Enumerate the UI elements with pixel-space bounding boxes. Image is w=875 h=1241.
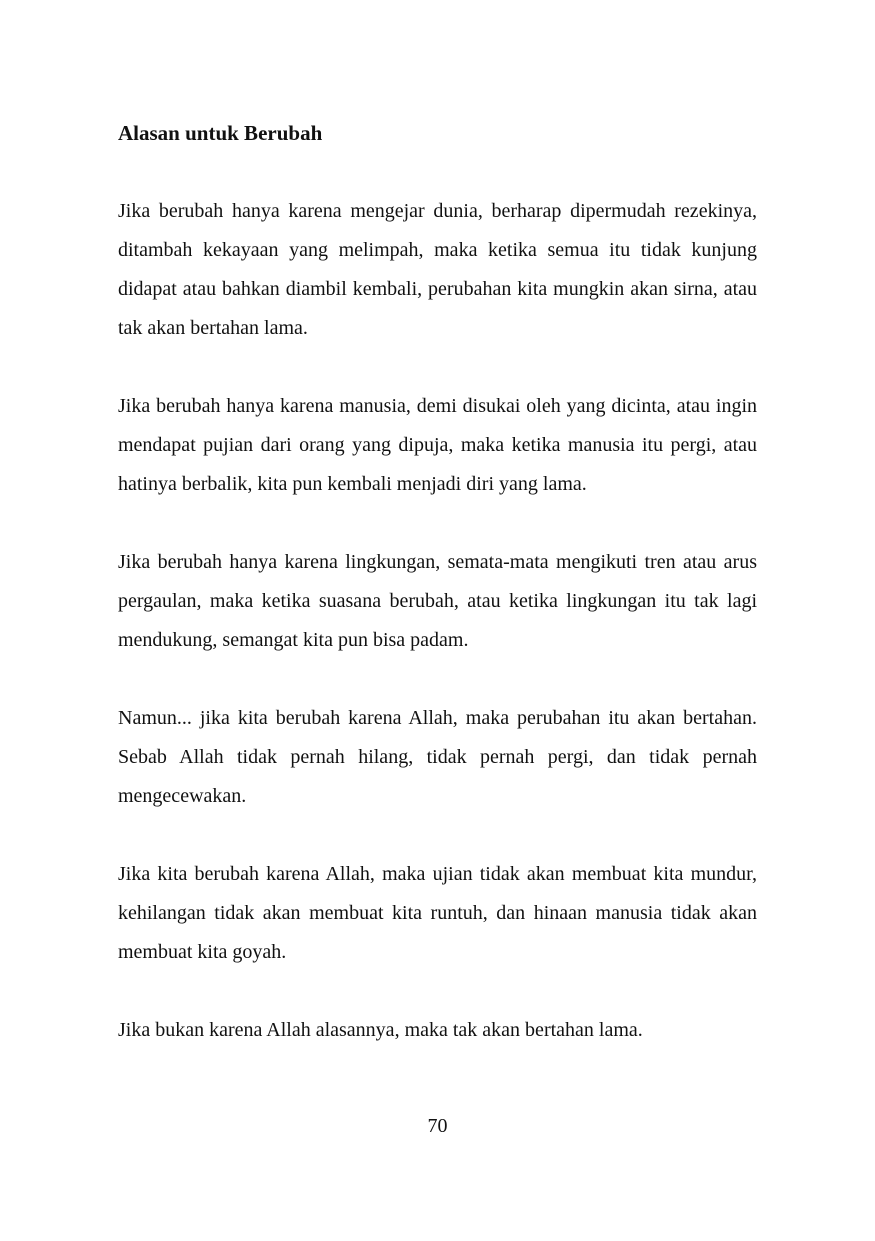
paragraph: Namun... jika kita berubah karena Allah, maka perubahan itu akan bertahan. Sebab Allah tidak pernah hilang, tidak pernah pergi, dan tidak pernah mengecewakan. xyxy=(118,707,757,807)
paragraph: Jika bukan karena Allah alasannya, maka tak akan bertahan lama. xyxy=(118,1019,643,1041)
page-number: 70 xyxy=(427,1115,448,1137)
paragraph: Jika berubah hanya karena manusia, demi disukai oleh yang dicinta, atau ingin mendapat pujian dari orang yang dipuja, maka ketika manusia itu pergi, atau hatinya berbalik, kita pun kembali menjadi diri yang lama. xyxy=(118,395,757,495)
page-content xyxy=(118,114,757,1050)
paragraph: Jika berubah hanya karena mengejar dunia, berharap dipermudah rezekinya, ditambah kekayaan yang melimpah, maka ketika semua itu tidak kunjung didapat atau bahkan diambil kembali, perubahan kita mungkin akan sirna, atau tak akan bertahan lama. xyxy=(118,200,757,339)
paragraph: Jika berubah hanya karena lingkungan, semata-mata mengikuti tren atau arus pergaulan, maka ketika suasana berubah, atau ketika lingkungan itu tak lagi mendukung, semangat kita pun bisa padam. xyxy=(118,551,757,651)
section-heading: Alasan untuk Berubah xyxy=(118,121,323,145)
paragraph: Jika kita berubah karena Allah, maka ujian tidak akan membuat kita mundur, kehilangan tidak akan membuat kita runtuh, dan hinaan manusia tidak akan membuat kita goyah. xyxy=(118,863,757,963)
